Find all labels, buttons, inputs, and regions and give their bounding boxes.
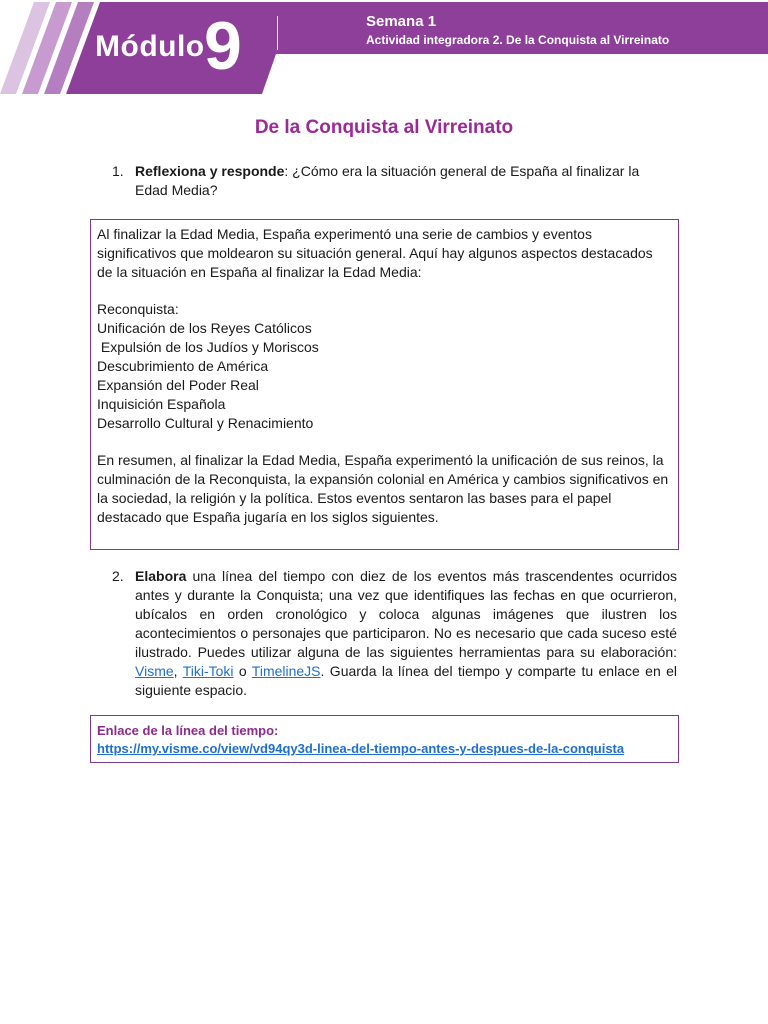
timeline-link-url[interactable]: https://my.visme.co/view/vd94qy3d-linea-del-tiempo-antes-y-despues-de-la-conquista [97,741,625,756]
answer-1-list-item: Expansión del Poder Real [97,377,259,393]
module-banner [0,0,768,94]
timeline-link-label: Enlace de la línea del tiempo: [97,723,279,738]
answer-1-list-item: Desarrollo Cultural y Renacimiento [97,415,314,431]
module-label: Módulo [95,30,205,63]
separator: , [173,663,183,679]
answer-1-summary: En resumen, al finalizar la Edad Media, España experimentó la unificación de sus reinos, la culminación de la Reconquista, la expansión colonial en América y cambios significativos en la sociedad, la religión y la política. Estos eventos sentaron las bases para el papel destacado que España jugaría en los siglos siguientes. [97,452,669,525]
question-1-text [135,162,672,200]
page-title: De la Conquista al Virreinato [254,117,514,138]
answer-1-list-item: Unificación de los Reyes Católicos [97,320,312,336]
timelinejs-link[interactable]: TimelineJS [251,663,321,679]
question-1-body: : ¿Cómo era la situación general de España al finalizar la Edad Media? [135,163,640,198]
answer-1-list-item: Reconquista: [97,301,179,317]
tiki-toki-link[interactable]: Tiki-Toki [182,663,234,679]
question-2-text [135,567,677,700]
answer-1-list-item: Expulsión de los Judíos y Moriscos [97,339,319,355]
question-2-body: una línea del tiempo con diez de los eventos más trascendentes ocurridos antes y durante la Conquista; una vez que identifiques las fechas en que ocurrieron, ubícalos en orden cronológico y coloca algunas imágenes que ilustren los acontecimientos o personajes que participaron. No es necesario que cada suceso esté ilustrado. Puedes utilizar alguna de las siguientes herramientas para su elaboración: [135,568,677,660]
timeline-link-box [90,715,679,763]
question-2-number: 2. [112,568,124,584]
module-number: 9 [204,8,242,84]
answer-1-list-item: Inquisición Española [97,396,226,412]
banner-divider [277,16,278,50]
answer-1-intro: Al finalizar la Edad Media, España experimentó una serie de cambios y eventos significativos que moldearon su situación general. Aquí hay algunos aspectos destacados de la situación en España al finalizar la Edad Media: [97,226,653,280]
visme-link[interactable]: Visme [135,663,174,679]
question-1-bold: Reflexiona y responde [135,163,285,179]
question-2-bold: Elabora [135,568,187,584]
answer-1-box [90,219,679,550]
question-1-number: 1. [112,163,124,179]
activity-title: Actividad integradora 2. De la Conquista al Virreinato [366,33,670,47]
answer-1-list-item: Descubrimiento de América [97,358,269,374]
question-2-tail: . Guarda la línea del tiempo y comparte tu enlace en el siguiente espacio. [135,663,678,698]
week-label: Semana 1 [366,13,437,30]
separator: o [233,663,252,679]
